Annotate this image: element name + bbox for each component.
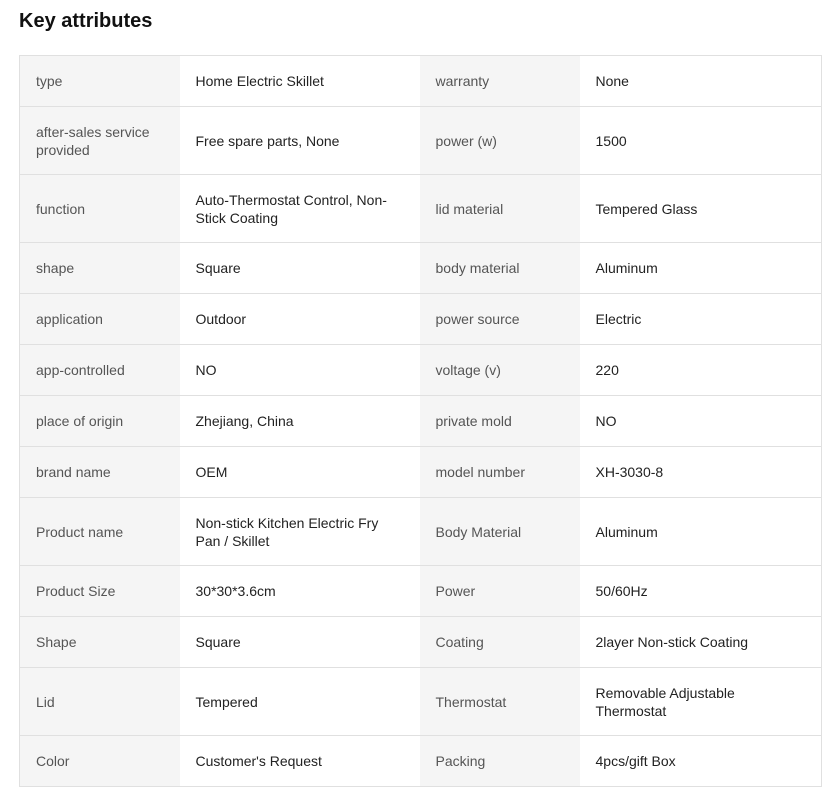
attribute-key: Packing xyxy=(420,736,580,787)
table-row xyxy=(20,107,822,175)
attribute-key: place of origin xyxy=(20,396,180,447)
attribute-value: 50/60Hz xyxy=(580,566,822,617)
attribute-key: function xyxy=(20,175,180,243)
attribute-value: Non-stick Kitchen Electric Fry Pan / Skillet xyxy=(180,498,420,566)
attribute-value: 2layer Non-stick Coating xyxy=(580,617,822,668)
table-row xyxy=(20,736,822,787)
attribute-key: Product Size xyxy=(20,566,180,617)
attribute-key: lid material xyxy=(420,175,580,243)
table-row xyxy=(20,617,822,668)
attribute-key: application xyxy=(20,294,180,345)
attribute-key: Color xyxy=(20,736,180,787)
table-row xyxy=(20,668,822,736)
attribute-value: Free spare parts, None xyxy=(180,107,420,175)
attribute-key: shape xyxy=(20,243,180,294)
attribute-key: body material xyxy=(420,243,580,294)
table-row xyxy=(20,447,822,498)
attribute-key: brand name xyxy=(20,447,180,498)
table-row xyxy=(20,345,822,396)
table-row xyxy=(20,498,822,566)
attribute-value: Zhejiang, China xyxy=(180,396,420,447)
attribute-value: Aluminum xyxy=(580,243,822,294)
attribute-value: 4pcs/gift Box xyxy=(580,736,822,787)
section-title: Key attributes xyxy=(19,10,153,32)
attribute-key: type xyxy=(20,56,180,107)
attribute-value: Auto-Thermostat Control, Non-Stick Coating xyxy=(180,175,420,243)
attribute-value: Home Electric Skillet xyxy=(180,56,420,107)
table-row xyxy=(20,294,822,345)
key-attributes-table xyxy=(19,55,822,787)
attribute-key: Lid xyxy=(20,668,180,736)
attribute-key: private mold xyxy=(420,396,580,447)
table-row xyxy=(20,396,822,447)
attribute-value: Customer's Request xyxy=(180,736,420,787)
attribute-value: None xyxy=(580,56,822,107)
attribute-value: 30*30*3.6cm xyxy=(180,566,420,617)
attribute-value: Electric xyxy=(580,294,822,345)
table-row xyxy=(20,243,822,294)
attribute-key: app-controlled xyxy=(20,345,180,396)
attribute-value: 1500 xyxy=(580,107,822,175)
attribute-key: Shape xyxy=(20,617,180,668)
attribute-value: Tempered Glass xyxy=(580,175,822,243)
table-row xyxy=(20,175,822,243)
table-row xyxy=(20,56,822,107)
attribute-value: Outdoor xyxy=(180,294,420,345)
attribute-value: Square xyxy=(180,243,420,294)
attribute-key: Body Material xyxy=(420,498,580,566)
attribute-key: Power xyxy=(420,566,580,617)
attribute-value: OEM xyxy=(180,447,420,498)
attribute-value: Aluminum xyxy=(580,498,822,566)
attribute-key: warranty xyxy=(420,56,580,107)
attribute-key: model number xyxy=(420,447,580,498)
attribute-key: power (w) xyxy=(420,107,580,175)
attribute-key: after-sales service provided xyxy=(20,107,180,175)
attribute-value: NO xyxy=(180,345,420,396)
attribute-key: Product name xyxy=(20,498,180,566)
attribute-key: power source xyxy=(420,294,580,345)
attribute-key: Thermostat xyxy=(420,668,580,736)
table-row xyxy=(20,566,822,617)
attribute-value: XH-3030-8 xyxy=(580,447,822,498)
attribute-value: 220 xyxy=(580,345,822,396)
attribute-value: Removable Adjustable Thermostat xyxy=(580,668,822,736)
attribute-key: Coating xyxy=(420,617,580,668)
attribute-value: Square xyxy=(180,617,420,668)
attribute-key: voltage (v) xyxy=(420,345,580,396)
attribute-value: NO xyxy=(580,396,822,447)
attribute-value: Tempered xyxy=(180,668,420,736)
